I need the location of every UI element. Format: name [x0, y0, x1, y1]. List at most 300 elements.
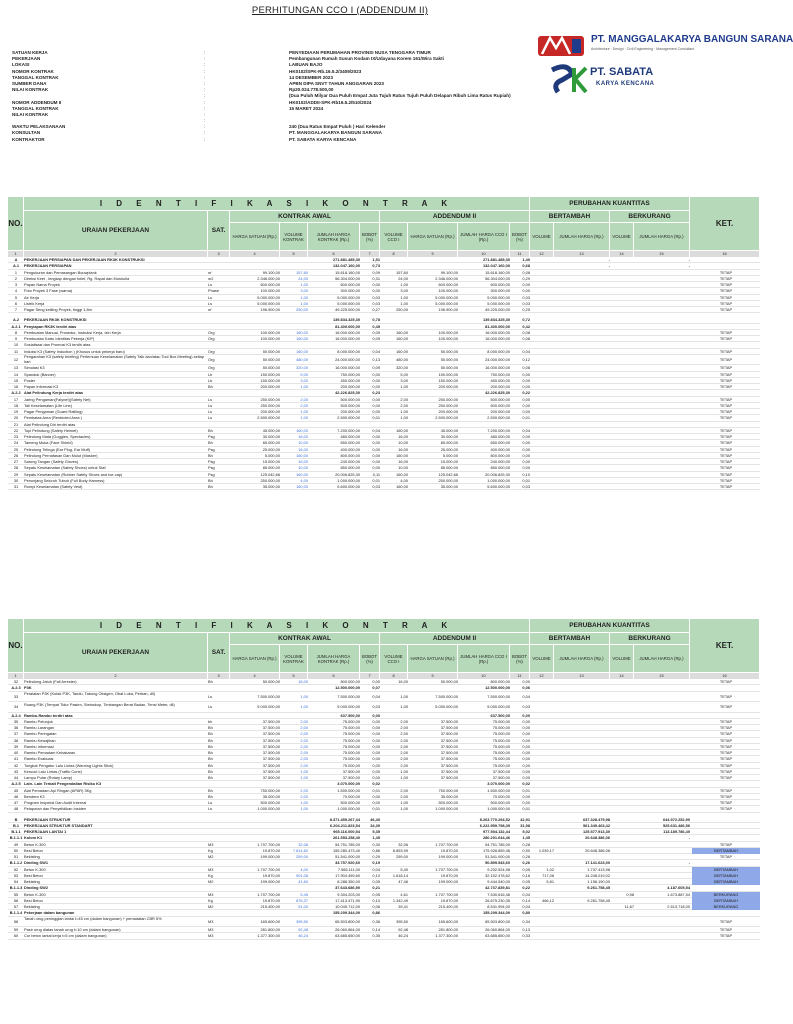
- cell-hs: 15.000,00: [262, 459, 280, 464]
- cell-h2: 100.000,00: [438, 329, 458, 335]
- cell-b2: 0,00: [522, 459, 530, 464]
- cell-jc: 200.000,00: [490, 409, 510, 414]
- cell-bb: 0,05: [372, 891, 380, 897]
- info-row: [12, 137, 552, 143]
- cell-vk: 1,00: [300, 800, 308, 805]
- cell-vc: 1,00: [400, 300, 408, 306]
- cell-b2: 0,00: [522, 775, 530, 780]
- cell-jc: 800.000,00: [490, 679, 510, 684]
- cell-h2: 45.000,00: [440, 427, 458, 433]
- cell-h2: 37.500,00: [440, 725, 458, 730]
- cell-jc: 51.541.000,00: [485, 854, 510, 859]
- table-row: [8, 917, 760, 928]
- cell-vc: 1,00: [400, 775, 408, 780]
- cell-bb: 0,30: [372, 841, 380, 847]
- column-number: 9: [408, 673, 458, 679]
- cell-jc: 81.400.000,00: [485, 323, 510, 329]
- cell-s: Org: [208, 356, 215, 362]
- cell-hs: 600.000,00: [260, 282, 280, 287]
- cell-bb: 0,27: [372, 307, 380, 312]
- cell-d: Topi Pelindung (Safety Helmet): [24, 427, 78, 433]
- cell-bj: 637.328.479,98: [582, 816, 610, 822]
- header-no: NO.: [8, 197, 24, 251]
- cell-k: TETAP: [719, 365, 733, 371]
- cell-hs: 65.000,00: [262, 440, 280, 446]
- cell-no: 47: [13, 800, 19, 805]
- cell-b2: 0,00: [522, 679, 530, 684]
- cell-no: 7: [14, 307, 18, 312]
- cell-d: Tanah urug peninggian lantai t=45 cm (dalam bangunan) + pemadatan CBR 5%: [24, 916, 162, 921]
- cell-hs: 1.377.300,00: [257, 933, 280, 939]
- cell-k: TETAP: [719, 933, 733, 939]
- cell-hs: 1.707.700,00: [257, 841, 280, 847]
- cell-d: Kerucut Lalu Lintas (Traffic Cone): [24, 768, 82, 774]
- cell-d: Air Kerja: [24, 294, 39, 300]
- cell-b2: 0,00: [522, 718, 530, 724]
- cell-no: 53: [13, 872, 19, 878]
- cell-bj: 20.648.386,06: [585, 847, 610, 853]
- header-uraian: URAIAN PEKERJAAN: [24, 211, 208, 251]
- cell-vk: 1,00: [300, 384, 308, 389]
- cell-jc: 850.000,00: [490, 465, 510, 471]
- cell-b2: 0,00: [522, 793, 530, 799]
- cell-vk: 2,00: [300, 402, 308, 408]
- cell-s: Bh: [208, 731, 213, 737]
- cell-jc: 5.000.000,00: [487, 300, 510, 306]
- cell-d: Papan Informasi K3: [24, 384, 59, 389]
- cell-jc: 977.504.132,44: [482, 829, 510, 834]
- cell-d: Rambu Larangan: [24, 725, 55, 730]
- cell-bb: 0,10: [372, 872, 380, 878]
- cell-s: Bh: [208, 768, 213, 774]
- cell-jc: 132.047.160,00: [482, 263, 510, 269]
- cell-h2: 37.500,00: [440, 737, 458, 743]
- logo-sabata: [548, 64, 688, 96]
- cell-h2: 35.000,00: [440, 484, 458, 489]
- cell-b2: 0,16: [522, 872, 530, 878]
- column-number: 13: [554, 251, 610, 257]
- column-number: 6: [308, 251, 360, 257]
- cell-d: Rambu Peringatan: [24, 731, 57, 737]
- cell-hs: 215.400,00: [260, 904, 280, 909]
- cell-k: TETAP: [719, 356, 733, 362]
- cell-vk: 160,00: [296, 336, 308, 341]
- cell-jc: 200.000,00: [490, 384, 510, 389]
- cell-hs: 37.500,00: [262, 750, 280, 755]
- cell-vc: 250,00: [396, 307, 408, 312]
- cell-bb: 0,23: [372, 390, 380, 396]
- cell-s: Bh: [208, 484, 213, 489]
- cell-bb: 0,01: [372, 787, 380, 793]
- cell-hs: 19.870,00: [262, 847, 280, 853]
- cell-jh: 1.500.000,00: [337, 787, 360, 793]
- cell-vk: 46,24: [298, 933, 308, 939]
- cell-jc: 175.928.859,46: [482, 847, 510, 853]
- info-colon: :: [204, 118, 206, 124]
- cell-b2: 0,01: [522, 477, 530, 483]
- cell-k: TETAP: [719, 329, 733, 335]
- info-key: NILAI KONTRAK: [12, 111, 49, 117]
- cell-vc: 1,00: [400, 415, 408, 421]
- cell-b2: 0,26: [522, 854, 530, 859]
- cell-bb: 0,04: [372, 348, 380, 354]
- cell-k: TETAP: [719, 737, 733, 743]
- cell-jh: 1.000.000,00: [337, 477, 360, 483]
- cell-jc: 26.675.230,35: [485, 897, 510, 903]
- cell-d: Pagar Pengaman (Guard Railling): [24, 409, 83, 414]
- cell-h2: 7.500.000,00: [435, 693, 458, 699]
- cell-bb: 0,29: [372, 854, 380, 859]
- cell-jc: 16.000.000,00: [485, 329, 510, 335]
- cell-no: 51: [13, 854, 19, 859]
- cell-d: Pelindung Mata (Goggles, Spectacles): [24, 434, 91, 439]
- cell-d: Beton K-300: [24, 866, 46, 872]
- cell-jh: 70.000,00: [342, 793, 360, 799]
- table-section-2: [8, 619, 760, 940]
- table-row: [8, 692, 760, 703]
- info-key: TANGGAL KONTRAK: [12, 105, 59, 111]
- cell-hs: 200.000,00: [260, 409, 280, 414]
- header-addendum: ADDENDUM II: [380, 633, 530, 645]
- cell-vc: 2,00: [400, 750, 408, 755]
- cell-d: Besi Beton: [24, 897, 43, 903]
- cell-s: M3: [208, 918, 214, 924]
- cell-b2: 0,00: [522, 743, 530, 749]
- cell-jh: 49.225.000,00: [335, 307, 360, 312]
- cell-no: 43: [13, 768, 19, 774]
- header-addendum: ADDENDUM II: [380, 211, 530, 223]
- cell-jc: 1.000.000,00: [487, 477, 510, 483]
- cell-d: Rambu Petunjuk: [24, 718, 53, 724]
- cell-no: 22: [13, 427, 19, 433]
- cell-jh: 63.685.650,00: [335, 933, 360, 939]
- cell-k: TETAP: [719, 679, 733, 684]
- cell-jh: 965.116.000,54: [333, 829, 360, 834]
- column-number: 8: [380, 673, 408, 679]
- cell-vk: 2,00: [300, 725, 308, 730]
- cell-jh: 261.553.258,40: [332, 835, 360, 841]
- cell-jh: 33.757.920,60: [335, 860, 360, 866]
- cell-bb: 0,00: [372, 712, 380, 718]
- cell-d: Tameng Muka (Face Shield): [24, 440, 73, 446]
- header-volume-berkurang: VOLUME: [610, 223, 634, 251]
- cell-d: P3K: [24, 685, 32, 691]
- cell-h2: 99.100,00: [440, 269, 458, 275]
- table-row: [8, 307, 760, 313]
- cell-h2: 30.000,00: [440, 434, 458, 439]
- cell-k: TETAP: [719, 725, 733, 730]
- cell-b2: 0,34: [522, 918, 530, 924]
- cell-b2: 0,22: [522, 885, 530, 891]
- cell-kj: 113.189.786,40: [663, 829, 690, 834]
- cell-h2: 50.000,00: [440, 679, 458, 684]
- cell-vc: 1,00: [400, 294, 408, 300]
- cell-no: 36: [13, 725, 19, 730]
- header-jumlah-berkurang: JUMLAH HARGA (Rp.): [634, 223, 690, 251]
- header-jumlah-berkurang: JUMLAH HARGA (Rp.): [634, 645, 690, 673]
- cell-d: Rambu Pemadam Kebakaran: [24, 750, 76, 755]
- cell-bb: 46,40: [370, 816, 380, 822]
- cell-b2: 0,03: [522, 294, 530, 300]
- cell-jh: 51.541.000,00: [335, 854, 360, 859]
- header-harga-satuan: HARGA SATUAN (Rp.): [230, 645, 280, 673]
- cell-b2: 0,00: [522, 452, 530, 458]
- cell-jh: 16.000.000,00: [335, 365, 360, 371]
- cell-bj: 561.349.463,42: [582, 822, 610, 828]
- cell-d: Rambu Evakuasi: [24, 756, 54, 762]
- table-section-1: [8, 197, 760, 490]
- cell-jh: 15.618.160,00: [335, 269, 360, 275]
- cell-s: M3: [208, 933, 214, 939]
- cell-vc: 160,00: [396, 348, 408, 354]
- cell-d: Pembuatan Kartu Identitas Pekerja (KIP): [24, 336, 95, 341]
- cell-b2: 0,08: [522, 365, 530, 371]
- cell-no: 20: [13, 415, 19, 421]
- header-harga-satuan-2: HARGA SATUAN (Rp.): [408, 223, 458, 251]
- cell-s: M3: [208, 841, 214, 847]
- cell-vc: 1,00: [400, 806, 408, 812]
- cell-k: TETAP: [719, 336, 733, 341]
- header-no: NO.: [8, 619, 24, 673]
- cell-jc: 800.000,00: [490, 452, 510, 458]
- cell-hs: 19.870,00: [262, 872, 280, 878]
- cell-jc: 480.000,00: [490, 434, 510, 439]
- header-jumlah-bertambah: JUMLAH HARGA (Rp.): [554, 645, 610, 673]
- column-number: 12: [530, 673, 554, 679]
- info-key: WAKTU PELAKSANAAN: [12, 124, 66, 130]
- cell-hs: 2.346.000,00: [257, 275, 280, 281]
- cell-jh: 500.000,00: [340, 396, 360, 402]
- cell-jc: 9.202.524,98: [487, 866, 510, 872]
- cell-d: Rambu Kewajiban: [24, 737, 56, 743]
- cell-vc: 4,61: [400, 891, 408, 897]
- cell-jc: 2.500.000,00: [487, 415, 510, 421]
- header-bobot: BOBOT (%): [360, 223, 380, 251]
- cell-jh: 5.600.000,00: [337, 484, 360, 489]
- cell-h2: 19.870,00: [440, 847, 458, 853]
- cell-s: Ls: [208, 806, 213, 812]
- cell-vc: 2,00: [400, 725, 408, 730]
- cell-k: TETAP: [719, 762, 733, 768]
- cell-jh: 24.000.000,00: [335, 356, 360, 362]
- cell-no: 55: [13, 891, 19, 897]
- cell-d: Jaring Pengaman(Falynet)(Safety Net): [24, 396, 91, 402]
- cell-d: Pasir urug diatas tanah urug t=10 cm (dalam bangunan): [24, 927, 121, 932]
- cell-jc: 139.834.325,30: [482, 317, 510, 323]
- cell-vk: 160,00: [296, 471, 308, 477]
- cell-k: TETAP: [719, 446, 733, 452]
- cell-jc: 5.000.000,00: [487, 294, 510, 300]
- cell-hs: 37.500,00: [262, 731, 280, 737]
- info-key: NOMOR KONTRAK: [12, 68, 54, 74]
- cell-bv: 466,12: [542, 897, 554, 903]
- cell-b2: 0,00: [522, 712, 530, 718]
- cell-d: Papan Nama Proyek: [24, 282, 60, 287]
- info-key: KONTRAKTOR: [12, 136, 45, 142]
- cell-jc: 70.000,00: [492, 793, 510, 799]
- header-volume-bertambah: VOLUME: [530, 645, 554, 673]
- cell-no: 59: [13, 927, 19, 932]
- cell-s: m': [208, 307, 212, 312]
- cell-vc: 2,00: [400, 793, 408, 799]
- cell-d: Besi Beton: [24, 872, 43, 878]
- cell-h2: 1.707.700,00: [435, 891, 458, 897]
- cell-jc: 9.444.540,00: [487, 879, 510, 884]
- cell-b2: 5,02: [522, 829, 530, 834]
- cell-vc: 1,00: [400, 768, 408, 774]
- cell-bb: 0,00: [372, 768, 380, 774]
- cell-vk: 2,00: [300, 756, 308, 762]
- cell-d: Pembatas Area (Restricted Area ): [24, 415, 82, 421]
- cell-s: Org: [208, 336, 215, 341]
- column-number: 4: [230, 251, 280, 257]
- cell-vc: 2,00: [400, 396, 408, 402]
- cell-d: Direksi Keet , lengkap dengan toilet, Rg. Rapat dan Musholla: [24, 275, 130, 281]
- cell-jc: 750.000,00: [490, 371, 510, 377]
- cell-hs: 37.500,00: [262, 768, 280, 774]
- cell-d: Induksi K3 (Safety Induction ) (Khusus untuk pekerja baru): [24, 348, 125, 354]
- cell-b2: 0,00: [522, 800, 530, 805]
- cell-b2: 0,28: [522, 841, 530, 847]
- cell-no: B.1.1.1: [9, 835, 23, 841]
- cell-h2: 150.000,00: [438, 371, 458, 377]
- header-sat: SAT.: [208, 211, 230, 251]
- cell-kj: -: [688, 263, 690, 269]
- cell-k: TETAP: [719, 918, 733, 924]
- cell-bb: 0,00: [372, 793, 380, 799]
- cell-no: A: [14, 257, 18, 262]
- cell-s: Bh: [208, 725, 213, 730]
- cell-b2: 0,72: [522, 317, 530, 323]
- cell-h2: 50.000,00: [440, 348, 458, 354]
- cell-jc: 75.000,00: [492, 725, 510, 730]
- cell-jh: 7.200.000,00: [337, 427, 360, 433]
- info-value: PENYEDIAAN PERUMAHAN PROVINSI NUSA TENGGARA TIMUR: [289, 50, 431, 55]
- cell-d: Beton K-300: [24, 891, 46, 897]
- cell-no: 10: [13, 342, 19, 348]
- cell-vc: 395,50: [396, 918, 408, 924]
- cell-s: Kg: [208, 847, 213, 853]
- cell-vk: 16,00: [298, 446, 308, 452]
- cell-d: Simulasi K3: [24, 365, 45, 371]
- cell-vc: 47,46: [398, 879, 408, 884]
- cell-h2: 25.000,00: [440, 446, 458, 452]
- cell-d: Listrik Kerja: [24, 300, 45, 306]
- cell-k: TETAP: [719, 806, 733, 812]
- cell-no: 42: [13, 762, 19, 768]
- cell-d: Peralatan P3K (Kotak P3K, Tandu, Tabung Oksigen, Obat Luka, Perban, dll): [24, 691, 155, 696]
- cell-b2: 1,40: [522, 257, 530, 262]
- cell-bb: 0,00: [372, 377, 380, 383]
- table-row: [8, 933, 760, 939]
- cell-s: Bh: [208, 427, 213, 433]
- cell-vk: 395,50: [296, 918, 308, 924]
- cell-vc: 8.853,99: [392, 847, 408, 853]
- cell-bb: 0,00: [372, 459, 380, 464]
- cell-vc: 160,00: [396, 452, 408, 458]
- cell-d: Bekisting: [24, 879, 40, 884]
- cell-vk: 24,00: [298, 275, 308, 281]
- cell-h2: 125.042,66: [438, 471, 458, 477]
- cell-k: TETAP: [719, 440, 733, 446]
- column-number: 16: [690, 251, 760, 257]
- cell-s: Ls: [208, 396, 213, 402]
- column-number: 2: [24, 251, 208, 257]
- cell-jh: 1.000.000,00: [337, 806, 360, 812]
- info-colon: :: [204, 74, 206, 80]
- cell-h2: 1.377.300,00: [435, 933, 458, 939]
- cell-b2: 0,03: [522, 704, 530, 709]
- cell-h2: 199.000,00: [438, 854, 458, 859]
- cell-b2: 0,00: [522, 446, 530, 452]
- cell-jh: 750.000,00: [340, 371, 360, 377]
- cell-no: 16: [13, 384, 19, 389]
- cell-vk: 7.814,82: [292, 847, 308, 853]
- cell-vc: 1,00: [400, 800, 408, 805]
- column-number: 14: [610, 251, 634, 257]
- cell-h2: 199.000,00: [438, 879, 458, 884]
- cell-s: Bh: [208, 440, 213, 446]
- cell-b2: 0,00: [522, 762, 530, 768]
- cell-vc: 24,00: [398, 275, 408, 281]
- cell-bb: 0,00: [372, 446, 380, 452]
- cell-s: Bh: [208, 750, 213, 755]
- cell-jh: 155.280.473,40: [332, 847, 360, 853]
- cell-vc: 1,00: [400, 409, 408, 414]
- cell-jc: 7.200.000,00: [487, 427, 510, 433]
- cell-hs: 1.000.000,00: [257, 806, 280, 812]
- cell-bb: 0,86: [372, 847, 380, 853]
- cell-jh: 271.881.485,30: [332, 257, 360, 262]
- cell-bb: 0,00: [372, 750, 380, 755]
- cell-bb: 0,02: [372, 781, 380, 787]
- cell-s: Bh: [208, 756, 213, 762]
- cell-vc: 92,48: [398, 927, 408, 932]
- cell-d: Sarung Tangan (Safety Gloves): [24, 459, 79, 464]
- column-number: 10: [458, 251, 510, 257]
- cell-k: TETAP: [719, 787, 733, 793]
- cell-b2: 0,00: [522, 396, 530, 402]
- info-colon: :: [204, 93, 206, 99]
- cell-s: Psg: [208, 471, 215, 477]
- header-bobot: BOBOT (%): [360, 645, 380, 673]
- cell-k: TETAP: [719, 927, 733, 932]
- cell-hs: 1.707.700,00: [257, 866, 280, 872]
- cell-jc: 400.000,00: [490, 446, 510, 452]
- cell-bb: 0,00: [372, 737, 380, 743]
- cell-k: BERKURANG: [692, 892, 760, 898]
- cell-s: m': [208, 269, 212, 275]
- info-key: TANGGAL KONTRAK: [12, 74, 59, 80]
- cell-b2: 0,26: [522, 860, 530, 866]
- cell-k: TETAP: [719, 731, 733, 737]
- header-harga-satuan: HARGA SATUAN (Rp.): [230, 223, 280, 251]
- cell-bb: 0,04: [372, 866, 380, 872]
- cell-vc: 2,00: [400, 731, 408, 737]
- cell-no: 4: [14, 288, 18, 294]
- cell-no: 48: [13, 806, 19, 812]
- column-number: 3: [208, 251, 230, 257]
- cell-vk: 4,00: [300, 866, 308, 872]
- cell-k: BERTAMBAH: [692, 873, 760, 879]
- cell-bj: 9.261.758,45: [587, 885, 610, 891]
- cell-b2: 0,00: [522, 737, 530, 743]
- cell-k: TETAP: [719, 452, 733, 458]
- cell-jh: 37.643.686,90: [335, 885, 360, 891]
- cell-d: Alat Pelindung Diri terdiri atas: [24, 421, 76, 427]
- cell-vc: 2,00: [400, 718, 408, 724]
- column-number: 6: [308, 673, 360, 679]
